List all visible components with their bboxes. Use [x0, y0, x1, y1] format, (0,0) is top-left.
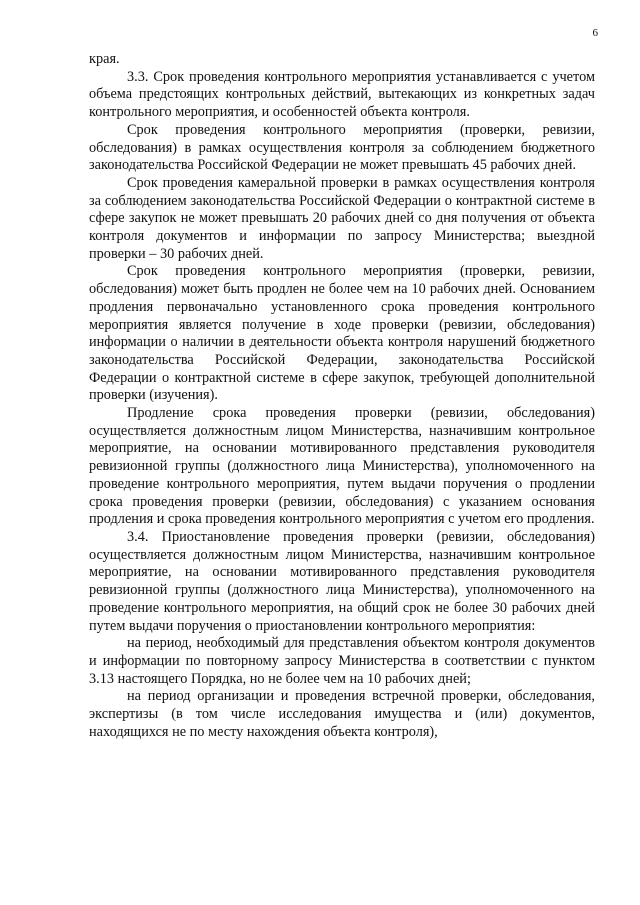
paragraph: Срок проведения контрольного мероприятия (проверки, ревизии, обследования) в рамках осуществления контроля за соблюдением бюджетного законодательства Российской Федерации не может превышать 45 рабочих дней. [89, 121, 595, 174]
paragraph: 3.4. Приостановление проведения проверки (ревизии, обследования) осуществляется должностным лицом Министерства, назначившим контрольное мероприятие, на основании мотивированного представления руководителя ревизионной группы (должностного лица Министерства), уполномоченного на проведение контрольного мероприятия, на общий срок не более 30 рабочих дней путем выдачи поручения о приостановлении контрольного мероприятия: [89, 528, 595, 634]
paragraph: края. [89, 51, 120, 67]
page-number: 6 [592, 27, 598, 39]
paragraph: на период, необходимый для представления объектом контроля документов и информации по повторному запросу Министерства в соответствии с пунктом 3.13 настоящего Порядка, но не более чем на 10 рабочих дней; [89, 635, 595, 687]
paragraph: Срок проведения контрольного мероприятия (проверки, ревизии, обследования) может быть продлен не более чем на 10 рабочих дней. Основанием продления первоначально установленного срока проведения контрольного мероприятия является получение в ходе проверки (ревизии, обследования) информации о наличии в деятельности объекта контроля нарушений бюджетного законодательства Российской Федерации, законодательства Российской Федерации о контрактной системе в сфере закупок, требующей дополнительной проверки (изучения). [89, 263, 595, 404]
paragraph: Продление срока проведения проверки (ревизии, обследования) осуществляется должностным лицом Министерства, назначившим контрольное мероприятие, на основании мотивированного представления руководителя ревизионной группы (должностного лица Министерства), уполномоченного на проведение контрольного мероприятия, путем выдачи поручения о продлении срока проведения проверки (ревизии, обследования) с указанием основания продления и срока проведения контрольного мероприятия с учетом его продления. [89, 405, 595, 528]
paragraph: 3.3. Срок проведения контрольного мероприятия устанавливается с учетом объема предстоящих контрольных действий, вытекающих из конкретных задач контрольного мероприятия, и особенностей объекта контроля. [89, 68, 595, 121]
body-text [89, 51, 595, 741]
paragraph: на период организации и проведения встречной проверки, обследования, экспертизы (в том числе исследования имущества и (или) документов, находящихся не по месту нахождения объекта контроля), [89, 688, 595, 740]
paragraph: Срок проведения камеральной проверки в рамках осуществления контроля за соблюдением законодательства Российской Федерации о контрактной системе в сфере закупок не может превышать 20 рабочих дней со дня получения от объекта контроля документов и информации по запросу Министерства; выездной проверки – 30 рабочих дней. [89, 174, 595, 262]
